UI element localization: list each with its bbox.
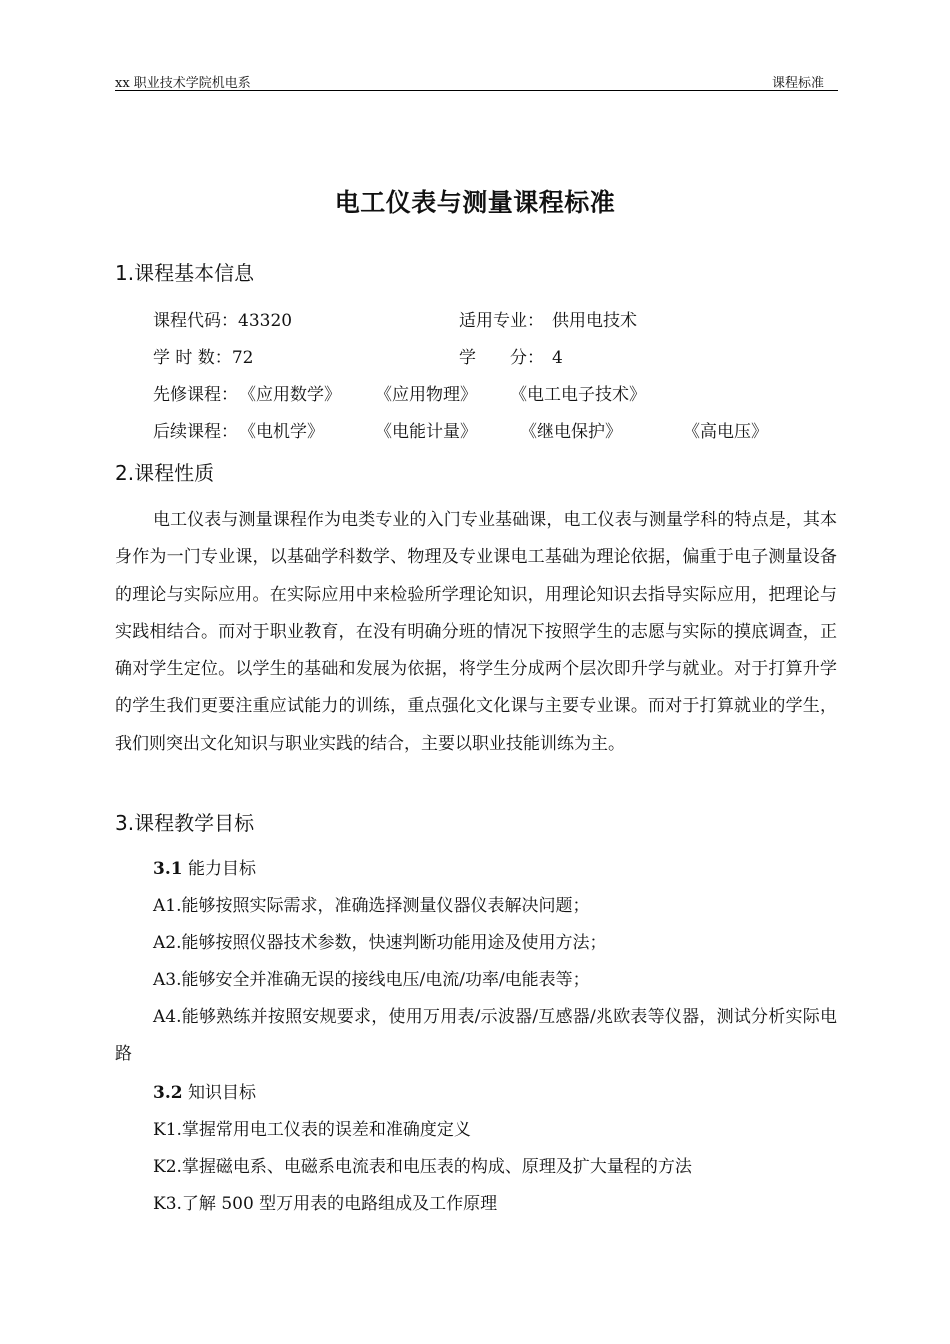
subsection-knowledge-goals [153,1082,256,1104]
ability-goal-a2: A2.能够按照仪器技术参数，快速判断功能用途及使用方法； [153,933,607,953]
follow-course: 《继电保护》 [520,422,622,442]
section-1-heading: 1.课程基本信息 [115,261,255,285]
major-label: 适用专业： [459,311,544,331]
follow-course: 《高电压》 [683,422,768,442]
ability-goal-a1: A1.能够按照实际需求，准确选择测量仪器仪表解决问题； [153,896,590,916]
knowledge-goal-k3: K3.了解 500 型万用表的电路组成及工作原理 [153,1194,498,1214]
course-credit [459,347,563,369]
prereq-course: 《应用物理》 [375,385,477,405]
subsection-title: 能力目标 [182,859,256,879]
subsection-number: 3.1 [153,859,183,879]
prereq-course: 《应用数学》 [239,385,341,405]
course-code [153,310,292,332]
header-institution: xx 职业技术学院机电系 [115,76,251,91]
knowledge-goal-k2: K2.掌握磁电系、电磁系电流表和电压表的构成、原理及扩大量程的方法 [153,1157,692,1177]
ability-goal-a3: A3.能够安全并准确无误的接线电压/电流/功率/电能表等； [153,970,590,990]
subsection-title: 知识目标 [182,1083,256,1103]
header-doc-type: 课程标准 [771,76,824,91]
subsection-ability-goals [153,858,256,880]
document-title: 电工仪表与测量课程标准 [334,188,616,217]
follow-course: 《电机学》 [239,422,324,442]
section-3-heading: 3.课程教学目标 [115,811,255,835]
prereq-course: 《电工电子技术》 [510,385,646,405]
follow-course: 《电能计量》 [375,422,477,442]
prerequisite-courses [153,384,238,406]
subsection-number: 3.2 [153,1083,183,1103]
knowledge-goal-k1: K1.掌握常用电工仪表的误差和准确度定义 [153,1120,471,1140]
page-header [115,72,838,91]
applicable-major [459,310,637,332]
course-code-value: 43320 [238,311,293,331]
credit-value: 4 [552,348,563,368]
prereq-label: 先修课程： [153,385,238,405]
ability-goal-a4: A4.能够熟练并按照安规要求，使用万用表/示波器/互感器/兆欧表等仪器，测试分析实际电路 [115,1007,837,1064]
follow-up-courses [153,421,238,443]
section-2-heading: 2.课程性质 [115,461,215,485]
course-code-label: 课程代码： [153,311,238,331]
hours-value: 72 [231,348,254,368]
major-value: 供用电技术 [552,311,637,331]
course-hours [153,347,253,369]
course-nature-paragraph: 电工仪表与测量课程作为电类专业的入门专业基础课，电工仪表与测量学科的特点是，其本身作为一门专业课，以基础学科数学、物理及专业课电工基础为理论依据，偏重于电子测量设备的理论与实际应用。在实际应用中来检验所学理论知识，用理论知识去指导实际应用，把理论与实践相结合。而对于职业教育，在没有明确分班的情况下按照学生的志愿与实际的摸底调查，正确对学生定位。以学生的基础和发展为依据，将学生分成两个层次即升学与就业。对于打算升学的学生我们更要注重应试能力的训练，重点强化文化课与主要专业课。而对于打算就业的学生，我们则突出文化知识与职业实践的结合，主要以职业技能训练为主。 [115,510,837,754]
follow-label: 后续课程： [153,422,238,442]
hours-label: 学 时 数： [153,348,232,368]
credit-label: 学 分： [459,348,544,368]
